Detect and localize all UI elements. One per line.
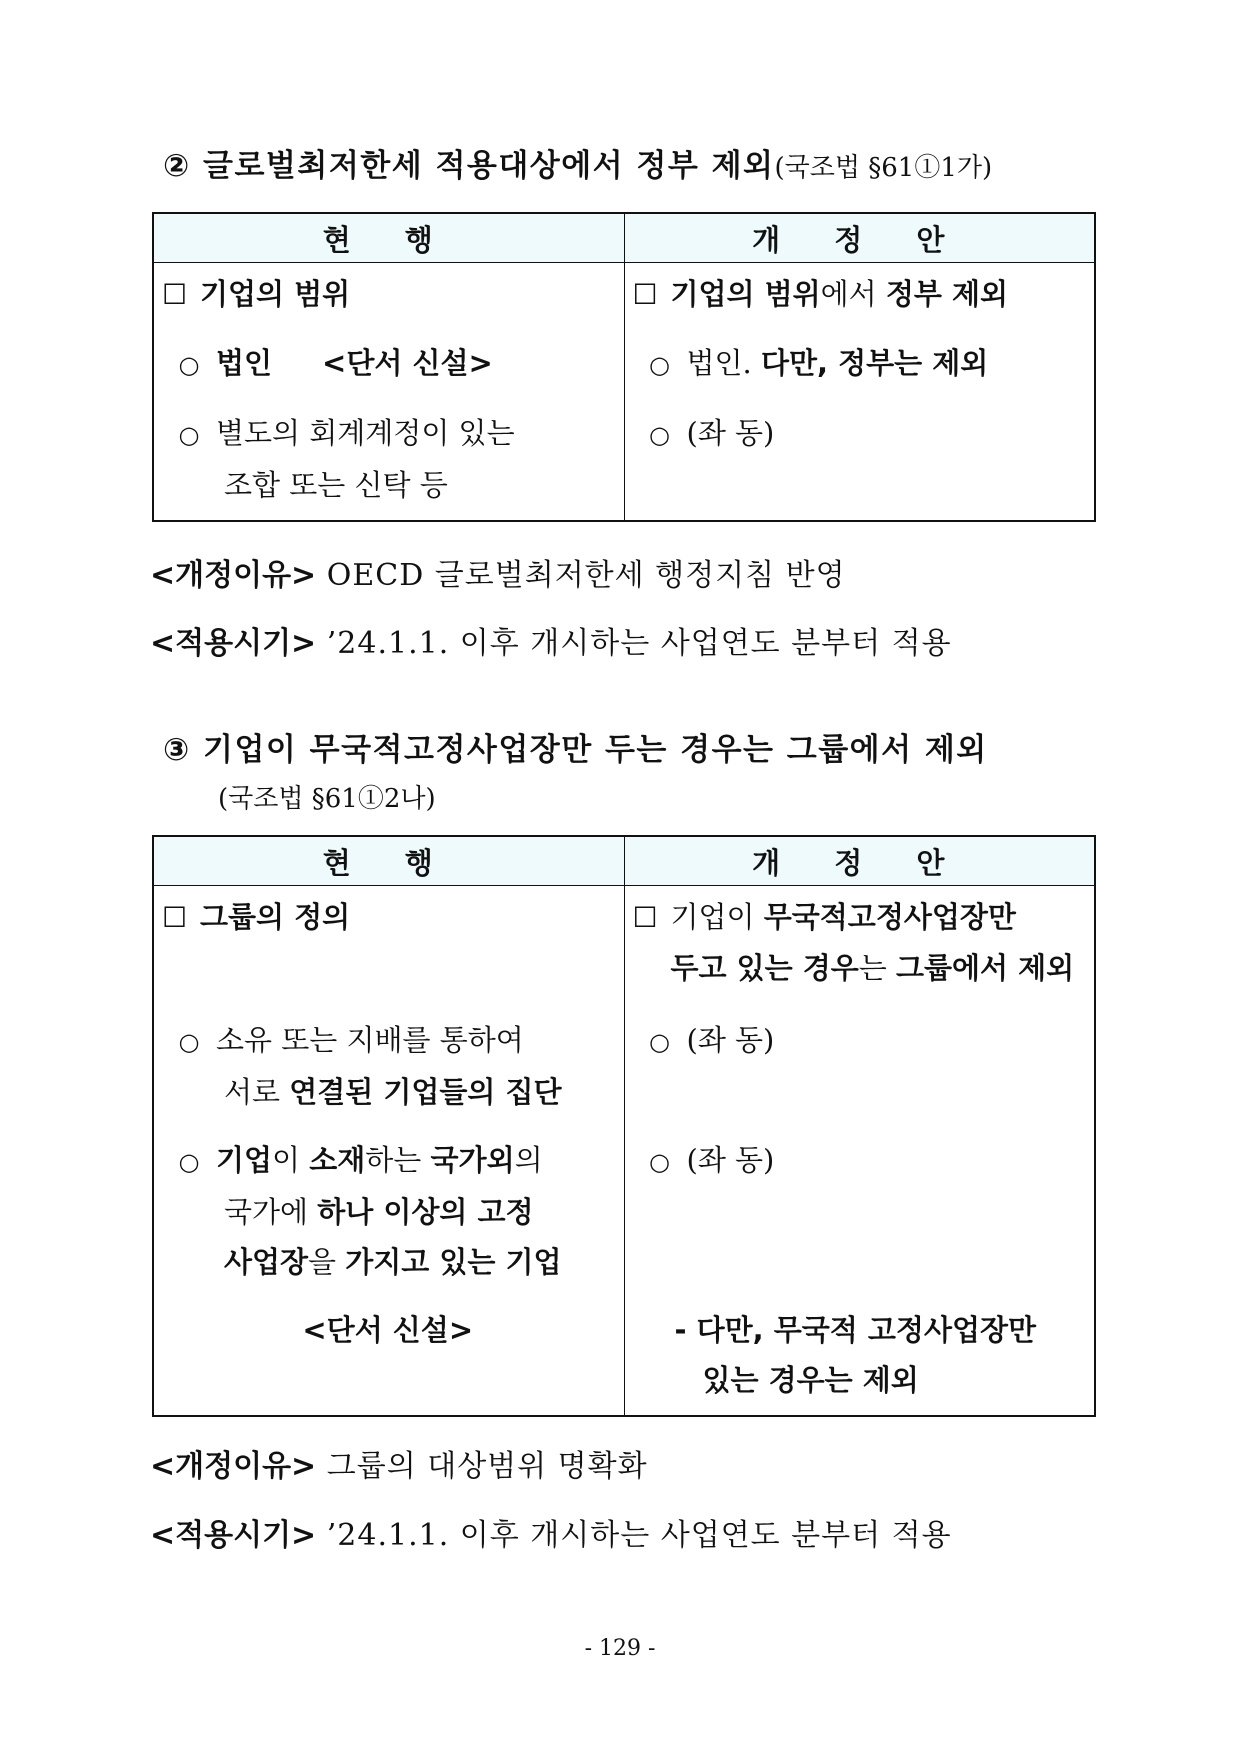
- proposed-proviso-line-1: - 다만, 무국적 고정사업장만: [674, 1313, 1036, 1347]
- apply-text: ’24.1.1. 이후 개시하는 사업연도 분부터 적용: [326, 1518, 952, 1553]
- current-item-2-part: 소재: [309, 1143, 366, 1177]
- proposed-item-2: (좌 동): [686, 416, 775, 450]
- current-item-2-line-2: 조합 또는 신탁 등: [224, 468, 448, 502]
- page-number: - 129 -: [584, 1636, 656, 1661]
- proposed-box-line-2-emphasis: 그룹에서 제외: [896, 951, 1075, 985]
- header-proposed: 개 정 안: [624, 836, 1095, 886]
- current-cell: [153, 263, 624, 522]
- current-item-2-line-3: 을: [308, 1245, 346, 1279]
- circle-bullet-icon: ○: [649, 1028, 670, 1056]
- section-2-heading: [163, 140, 992, 185]
- current-box-title: 그룹의 정의: [200, 900, 351, 934]
- section-2-title: ② 글로벌최저한세 적용대상에서 정부 제외: [163, 148, 775, 184]
- proposed-box-title-emphasis: 무국적고정사업장만: [763, 900, 1016, 934]
- header-current: 현 행: [153, 836, 624, 886]
- section-3-reference: (국조법 §61①2나): [218, 784, 436, 814]
- checkbox-square-icon: ☐: [162, 901, 188, 934]
- circle-bullet-icon: ○: [649, 1148, 670, 1176]
- current-item-2-part: 국가외: [430, 1143, 515, 1177]
- section-3-table: [152, 835, 1096, 1417]
- apply-tag: <적용시기>: [150, 1518, 317, 1553]
- proposed-cell: [624, 263, 1095, 522]
- proposed-item-1: 법인.: [686, 346, 761, 380]
- checkbox-square-icon: ☐: [632, 278, 658, 311]
- circle-bullet-icon: ○: [649, 421, 670, 449]
- proposed-cell: [624, 886, 1095, 1417]
- current-item-1-line-2-emphasis: 연결된 기업들의 집단: [289, 1075, 562, 1109]
- current-item-2-part: 하는: [365, 1143, 431, 1177]
- section-3-heading: [163, 724, 988, 769]
- section-3-title: ③ 기업이 무국적고정사업장만 두는 경우는 그룹에서 제외: [163, 732, 988, 768]
- circle-bullet-icon: ○: [178, 351, 200, 379]
- circle-bullet-icon: ○: [178, 1148, 200, 1176]
- current-item-2-line-2: 국가에: [224, 1195, 318, 1229]
- circle-bullet-icon: ○: [178, 421, 200, 449]
- proposed-box-line-2: 는: [858, 951, 897, 985]
- apply-text: ’24.1.1. 이후 개시하는 사업연도 분부터 적용: [326, 626, 952, 661]
- reason-text: 그룹의 대상범위 명확화: [326, 1449, 648, 1484]
- section-2-reference: (국조법 §61①1가): [774, 153, 993, 183]
- current-item-2-line-1: 별도의 회계계정이 있는: [216, 416, 515, 450]
- proposed-box-title-emphasis: 정부 제외: [885, 277, 1009, 311]
- proposed-item-1: (좌 동): [686, 1023, 775, 1057]
- current-item-1-line-2: 서로: [224, 1075, 290, 1109]
- section-3-apply: [150, 1510, 952, 1554]
- header-proposed: 개 정 안: [624, 213, 1095, 263]
- section-2-table: [152, 212, 1096, 522]
- current-item-2-part: 의: [514, 1143, 543, 1177]
- proposed-box-title-connector: 에서: [820, 277, 886, 311]
- proposed-item-2: (좌 동): [686, 1143, 775, 1177]
- proposed-proviso-line-2: 있는 경우는 제외: [702, 1363, 919, 1397]
- circle-bullet-icon: ○: [178, 1028, 200, 1056]
- current-item-1: 법인: [216, 346, 273, 380]
- circle-bullet-icon: ○: [649, 351, 670, 379]
- apply-tag: <적용시기>: [150, 626, 317, 661]
- reason-tag: <개정이유>: [150, 1449, 317, 1484]
- current-item-2-part: 이: [272, 1143, 310, 1177]
- current-item-2-part: 기업: [216, 1143, 273, 1177]
- section-2-reason: [150, 550, 846, 594]
- checkbox-square-icon: ☐: [162, 278, 188, 311]
- proposed-box-title: 기업이: [670, 900, 764, 934]
- reason-tag: <개정이유>: [150, 558, 317, 593]
- section-2-apply: [150, 618, 952, 662]
- current-item-2-line-3-emphasis: 가지고 있는 기업: [345, 1245, 562, 1279]
- proposed-item-1-proviso: 다만, 정부는 제외: [760, 346, 989, 380]
- current-box-title: 기업의 범위: [200, 277, 351, 311]
- current-item-1-note: <단서 신설>: [322, 346, 493, 380]
- proposed-box-title: 기업의 범위: [670, 277, 821, 311]
- reason-text: OECD 글로벌최저한세 행정지침 반영: [326, 558, 846, 593]
- header-current: 현 행: [153, 213, 624, 263]
- section-3-reason: [150, 1441, 648, 1485]
- proposed-box-line-2: 두고 있는 경우: [670, 951, 859, 985]
- current-item-2-line-3: 사업장: [224, 1245, 309, 1279]
- current-item-2-line-2-emphasis: 하나 이상의 고정: [317, 1195, 534, 1229]
- current-cell: [153, 886, 624, 1417]
- checkbox-square-icon: ☐: [632, 901, 658, 934]
- current-note: <단서 신설>: [302, 1313, 474, 1347]
- current-item-1-line-1: 소유 또는 지배를 통하여: [216, 1023, 524, 1057]
